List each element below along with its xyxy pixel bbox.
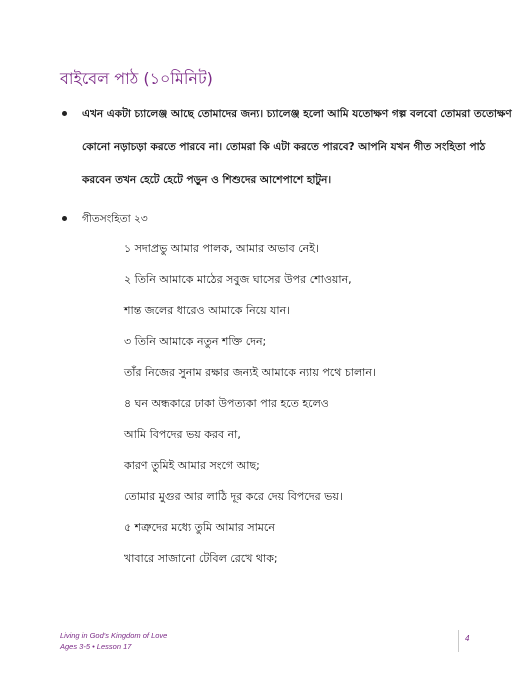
footer-lesson-label: Ages 3-5 • Lesson 17 — [60, 642, 132, 651]
bullet-dot — [62, 216, 67, 221]
verse-line: আমি বিপদের ভয় করব না, — [124, 428, 241, 441]
section-title: বাইবেল পাঠ (১০মিনিট) — [60, 69, 213, 88]
verse-line: ৪ ঘন অন্ধকারে ঢাকা উপত্যকা পার হতে হলেও — [124, 397, 329, 410]
verse-line: ১ সদাপ্রভু আমার পালক, আমার অভাব নেই। — [124, 242, 319, 255]
instruction-line-1: এখন একটা চ্যালেঞ্জ আছে তোমাদের জন্য। চ্যালেঞ্জ হলো আমি যতোক্ষণ গল্প বলবো তোমরা ততোক্ষণ — [82, 108, 512, 120]
verse-line: তাঁর নিজের সুনাম রক্ষার জন্যই আমাকে ন্যায় পথে চালান। — [124, 366, 376, 379]
instruction-line-2: কোনো নড়াচড়া করতে পারবে না। তোমরা কি এটা করতে পারবে? আপনি যখন গীত সংহিতা পাঠ — [82, 141, 486, 153]
verse-line: ২ তিনি আমাকে মাঠের সবুজ ঘাসের উপর শোওয়ান, — [124, 273, 352, 286]
instruction-line-3: করবেন তখন হেটে হেটে পড়ুন ও শিশুদের আশেপাশে হাটুন। — [82, 174, 332, 186]
verse-line: ৫ শত্রুদের মধ্যে তুমি আমার সামনে — [124, 521, 275, 534]
verse-line: কারণ তুমিই আমার সংগে আছ; — [124, 459, 260, 472]
psalm-heading: গীতসংহিতা ২৩ — [82, 213, 148, 225]
page-number: 4 — [465, 634, 470, 643]
footer-divider — [458, 630, 459, 652]
verse-line: খাবারে সাজানো টেবিল রেখে থাক; — [124, 552, 278, 565]
footer-caption — [60, 630, 167, 652]
instruction-paragraph — [82, 98, 512, 197]
verse-line: তোমার মুগুর আর লাঠি দূর করে দেয় বিপদের ভয়। — [124, 490, 343, 503]
verse-line: শান্ত জলের ধারেও আমাকে নিয়ে যান। — [124, 304, 291, 317]
bullet-dot — [62, 111, 67, 116]
footer-book-title: Living in God's Kingdom of Love — [60, 631, 168, 640]
verse-line: ৩ তিনি আমাকে নতুন শক্তি দেন; — [124, 335, 267, 348]
